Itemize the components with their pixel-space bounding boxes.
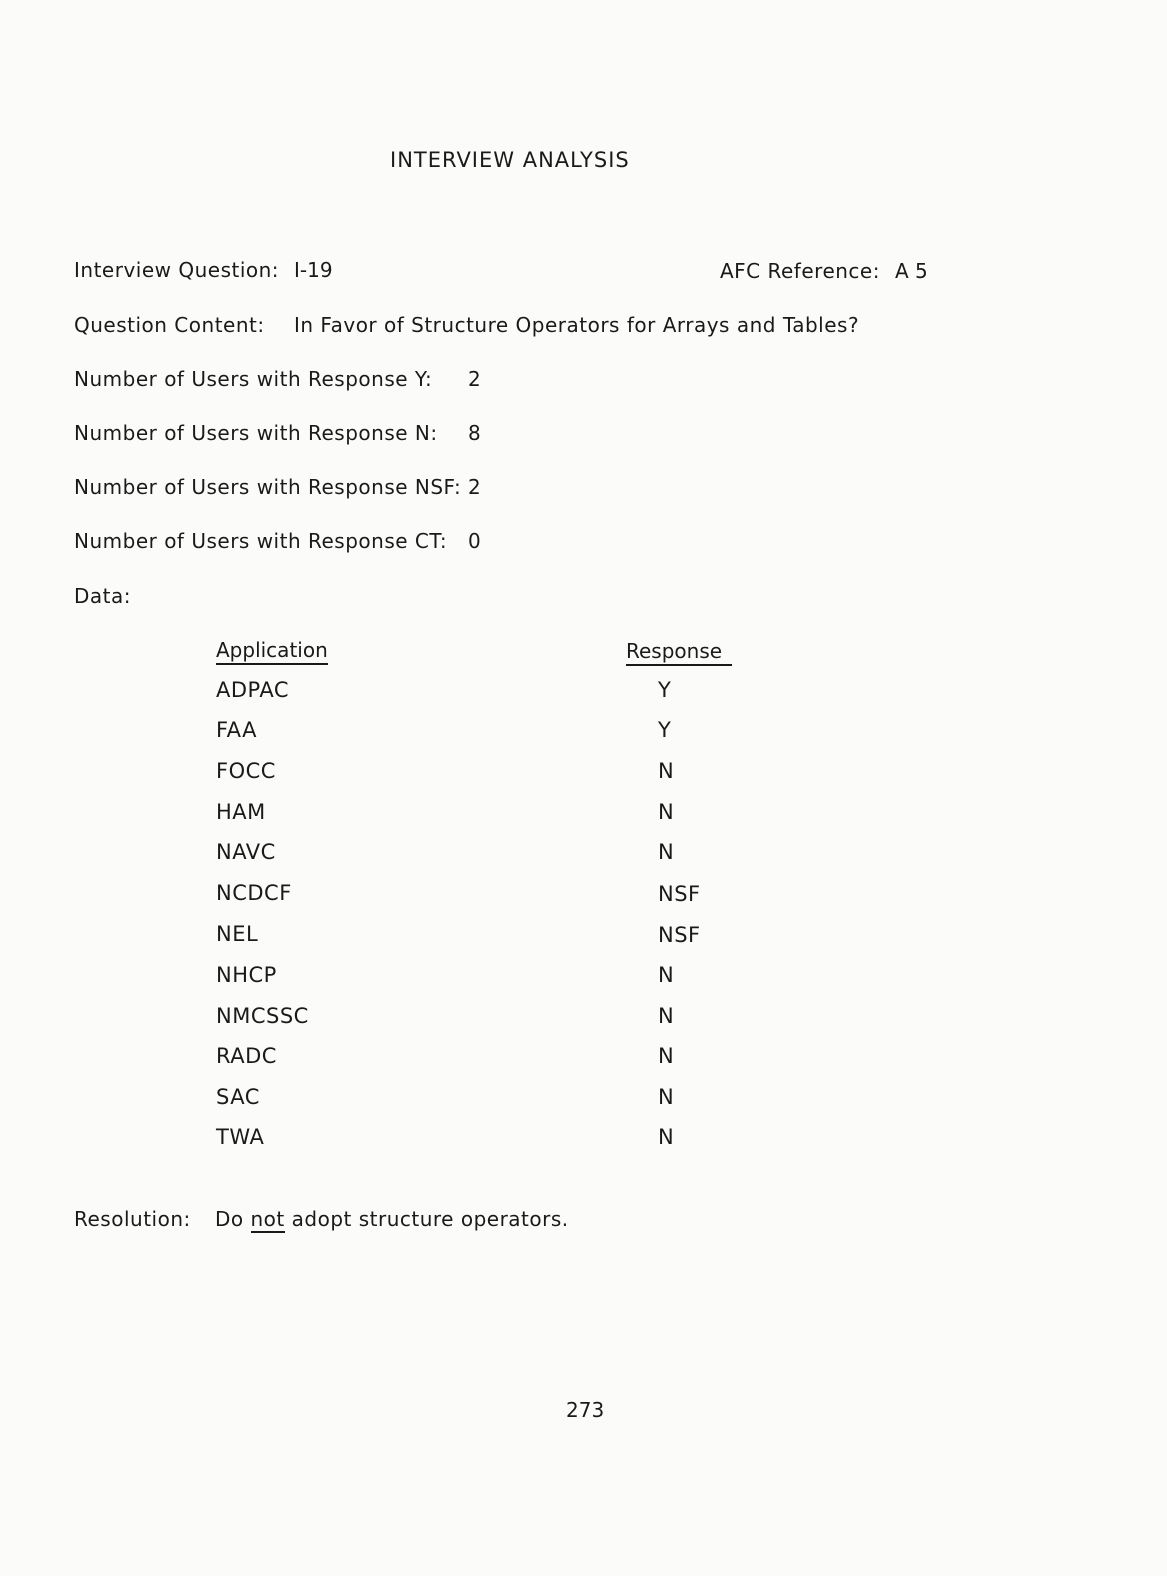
page-title: INTERVIEW ANALYSIS <box>390 148 630 172</box>
table-row-application: HAM <box>216 800 266 824</box>
table-row-response: N <box>658 759 675 783</box>
count-y-value: 2 <box>468 367 481 391</box>
table-row-response: N <box>658 1125 675 1149</box>
table-row-application: FOCC <box>216 759 276 783</box>
interview-question-label: Interview Question: <box>74 258 280 282</box>
table-row-application: NHCP <box>216 963 277 987</box>
table-row-response: Y <box>658 678 672 702</box>
afc-reference-label: AFC Reference: <box>720 259 880 283</box>
resolution-label: Resolution: <box>74 1207 191 1231</box>
table-row-application: ADPAC <box>216 678 290 702</box>
question-content-value: In Favor of Structure Operators for Arrays and Tables? <box>294 313 860 337</box>
table-row-application: RADC <box>216 1044 277 1068</box>
table-row-response: NSF <box>658 882 701 906</box>
count-n-label: Number of Users with Response N: <box>74 421 438 445</box>
table-row-response: N <box>658 963 675 987</box>
resolution-after: adopt structure operators. <box>291 1207 569 1231</box>
table-row-application: NCDCF <box>216 881 292 905</box>
question-content-label: Question Content: <box>74 313 265 337</box>
table-row-application: TWA <box>216 1125 265 1149</box>
resolution-emphasis: not <box>250 1207 285 1231</box>
table-row-response: N <box>658 800 675 824</box>
count-nsf-value: 2 <box>468 475 481 499</box>
table-row-response: N <box>658 1085 675 1109</box>
table-row-response: NSF <box>658 923 701 947</box>
table-row-response: Y <box>658 718 672 742</box>
count-ct-label: Number of Users with Response CT: <box>74 529 448 553</box>
table-row-response: N <box>658 1044 675 1068</box>
interview-question-value: I-19 <box>294 258 333 282</box>
count-y-label: Number of Users with Response Y: <box>74 367 433 391</box>
data-label: Data: <box>74 584 131 608</box>
table-row-response: N <box>658 840 675 864</box>
afc-reference-value: A 5 <box>895 259 928 283</box>
table-row-application: FAA <box>216 718 257 742</box>
table-row-application: NEL <box>216 922 259 946</box>
page-number: 273 <box>566 1398 605 1422</box>
count-ct-value: 0 <box>468 529 481 553</box>
table-row-response: N <box>658 1004 675 1028</box>
count-n-value: 8 <box>468 421 481 445</box>
resolution-before: Do <box>215 1207 244 1231</box>
table-row-application: SAC <box>216 1085 260 1109</box>
resolution-text <box>215 1207 569 1231</box>
table-row-application: NAVC <box>216 840 276 864</box>
column-header-response: Response <box>626 639 732 666</box>
table-row-application: NMCSSC <box>216 1004 309 1028</box>
column-header-application: Application <box>216 638 328 665</box>
count-nsf-label: Number of Users with Response NSF: <box>74 475 462 499</box>
